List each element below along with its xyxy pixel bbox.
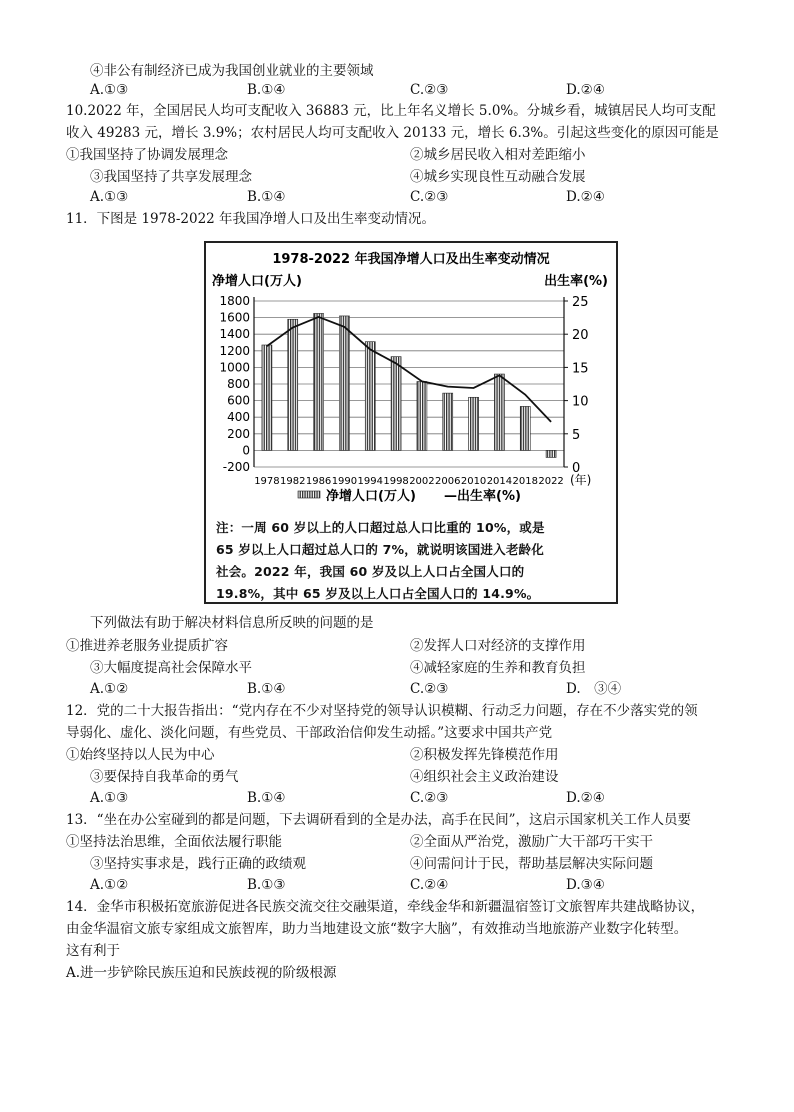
q10-choice-c[interactable]: C.②③ bbox=[410, 189, 449, 205]
bar-net-increase bbox=[391, 357, 401, 451]
q11-question: 下列做法有助于解决材料信息所反映的问题的是 bbox=[90, 615, 374, 631]
chart-note-line-4: 19.8%，其中 65 岁及以上人口占全国人口的 14.9%。 bbox=[216, 586, 540, 601]
q11-choice-b[interactable]: B.①④ bbox=[247, 681, 286, 697]
q9-choice-d[interactable]: D.②④ bbox=[566, 82, 605, 98]
q10-item-3: ③我国坚持了共享发展理念 bbox=[90, 169, 252, 185]
q9-choice-c[interactable]: C.②③ bbox=[410, 82, 449, 98]
x-tick-label: 2014 bbox=[486, 476, 513, 487]
q11-item-4: ④减轻家庭的生养和教育负担 bbox=[410, 660, 586, 676]
y-right-tick-label: 25 bbox=[572, 295, 589, 310]
q14-stem-line2: 由金华温宿文旅专家组成文旅智库，助力当地建设文旅“数字大脑”，有效推动当地旅游产业数字化转型。 bbox=[66, 921, 688, 937]
bar-net-increase bbox=[417, 382, 427, 451]
line-birth-rate bbox=[267, 317, 551, 422]
y-axis-left-label: 净增人口(万人) bbox=[212, 274, 302, 289]
y-right-tick-label: 0 bbox=[572, 461, 581, 476]
q11-item-1: ①推进养老服务业提质扩容 bbox=[66, 638, 228, 654]
y-left-tick-label: 1200 bbox=[219, 343, 250, 358]
x-tick-label: 1986 bbox=[305, 476, 332, 487]
q12-stem-line2: 导弱化、虚化、淡化问题，有些党员、干部政治信仰发生动摇。”这要求中国共产党 bbox=[66, 725, 553, 741]
chart-note-line-2: 65 岁以上人口超过总人口的 7%，就说明该国进入老龄化 bbox=[216, 542, 544, 557]
q12-stem-line1: 12．党的二十大报告指出：“党内存在不少对坚持党的领导认识模糊、行动乏力问题，存在不少落实党的领 bbox=[66, 703, 698, 719]
y-right-tick-label: 5 bbox=[572, 427, 581, 443]
q14-stem-line1: 14．金华市积极拓宽旅游促进各民族交流交往交融渠道，牵线金华和新疆温宿签订文旅智库共建战略协议， bbox=[66, 899, 705, 915]
q9-choice-b[interactable]: B.①④ bbox=[247, 82, 286, 98]
q11-choice-c[interactable]: C.②③ bbox=[410, 681, 449, 697]
y-left-tick-label: 200 bbox=[227, 426, 250, 441]
q11-choice-d[interactable]: D. ③④ bbox=[566, 681, 622, 697]
y-left-tick-label: 600 bbox=[227, 393, 250, 408]
q12-item-4: ④组织社会主义政治建设 bbox=[410, 769, 559, 785]
q10-stem-line1: 10.2022 年，全国居民人均可支配收入 36883 元，比上年名义增长 5.0%。分城乡看，城镇居民人均可支配 bbox=[66, 103, 716, 119]
q12-item-3: ③要保持自我革命的勇气 bbox=[90, 769, 239, 785]
x-tick-label: 1990 bbox=[331, 476, 358, 487]
bar-net-increase bbox=[262, 345, 272, 450]
bar-net-increase bbox=[520, 406, 530, 450]
y-left-tick-label: 800 bbox=[227, 377, 250, 391]
q10-item-4: ④城乡实现良性互动融合发展 bbox=[410, 169, 586, 185]
q12-choice-b[interactable]: B.①④ bbox=[247, 790, 286, 806]
x-tick-label: 2018 bbox=[512, 476, 538, 487]
y-left-tick-label: 1000 bbox=[219, 360, 250, 375]
y-left-tick-label: 1600 bbox=[219, 310, 250, 325]
y-left-tick-label: 1400 bbox=[219, 327, 250, 342]
q11-item-3: ③大幅度提高社会保障水平 bbox=[90, 660, 252, 676]
q11-item-2: ②发挥人口对经济的支撑作用 bbox=[410, 638, 586, 654]
q12-item-1: ①始终坚持以人民为中心 bbox=[66, 747, 215, 763]
x-tick-label: 2006 bbox=[435, 476, 461, 487]
bar-net-increase bbox=[469, 397, 479, 450]
q10-choice-b[interactable]: B.①④ bbox=[247, 189, 286, 205]
q9-item-4: ④非公有制经济已成为我国创业就业的主要领域 bbox=[90, 63, 374, 79]
q10-item-1: ①我国坚持了协调发展理念 bbox=[66, 147, 228, 163]
y-left-tick-label: -200 bbox=[222, 460, 250, 474]
q13-stem: 13．“坐在办公室碰到的都是问题，下去调研看到的全是办法，高手在民间”，这启示国家机关工作人员要 bbox=[66, 812, 691, 828]
q12-item-2: ②积极发挥先锋模范作用 bbox=[410, 747, 559, 763]
y-axis-right-label: 出生率(%) bbox=[544, 274, 608, 289]
q11-stem: 11．下图是 1978-2022 年我国净增人口及出生率变动情况。 bbox=[66, 211, 436, 227]
legend-line-label: —出生率(%) bbox=[444, 489, 521, 504]
q13-choice-b[interactable]: B.①③ bbox=[247, 877, 286, 893]
q13-item-1: ①坚持法治思维，全面依法履行职能 bbox=[66, 834, 282, 850]
x-tick-label: 1998 bbox=[383, 476, 409, 487]
population-chart bbox=[204, 241, 618, 604]
q10-item-2: ②城乡居民收入相对差距缩小 bbox=[410, 147, 586, 163]
q13-item-3: ③坚持实事求是，践行正确的政绩观 bbox=[90, 856, 306, 872]
bar-net-increase bbox=[288, 319, 298, 450]
x-tick-label: 2022 bbox=[538, 476, 564, 487]
chart-title: 1978-2022 年我国净增人口及出生率变动情况 bbox=[272, 252, 550, 267]
q13-choice-a[interactable]: A.①② bbox=[90, 877, 129, 893]
q12-choice-d[interactable]: D.②④ bbox=[566, 790, 605, 806]
q9-choice-a[interactable]: A.①③ bbox=[90, 82, 129, 98]
x-tick-label: 2010 bbox=[460, 476, 487, 487]
q10-choice-a[interactable]: A.①③ bbox=[90, 189, 129, 205]
x-tick-label: 1994 bbox=[357, 476, 383, 487]
q10-choice-d[interactable]: D.②④ bbox=[566, 189, 605, 205]
x-tick-label: 1982 bbox=[280, 476, 306, 487]
y-right-tick-label: 15 bbox=[572, 361, 589, 377]
x-axis-unit: (年) bbox=[570, 473, 592, 487]
bar-net-increase bbox=[339, 316, 349, 450]
q10-stem-line2: 收入 49283 元，增长 3.9%；农村居民人均可支配收入 20133 元，增长 6.3%。引起这些变化的原因可能是 bbox=[66, 125, 719, 141]
x-tick-label: 1978 bbox=[254, 476, 280, 487]
chart-svg bbox=[206, 243, 616, 513]
q12-choice-a[interactable]: A.①③ bbox=[90, 790, 129, 806]
legend-bar-swatch bbox=[298, 491, 320, 498]
y-right-tick-label: 20 bbox=[572, 328, 589, 344]
bar-net-increase bbox=[365, 342, 375, 451]
q14-choice-a[interactable]: A.进一步铲除民族压迫和民族歧视的阶级根源 bbox=[66, 965, 337, 981]
q13-choice-c[interactable]: C.②④ bbox=[410, 877, 449, 893]
q13-item-4: ④问需问计于民，帮助基层解决实际问题 bbox=[410, 856, 653, 872]
bar-net-increase bbox=[546, 450, 556, 457]
q13-choice-d[interactable]: D.③④ bbox=[566, 877, 605, 893]
y-left-tick-label: 0 bbox=[242, 443, 250, 458]
chart-note-line-1: 注：一周 60 岁以上的人口超过总人口比重的 10%，或是 bbox=[216, 520, 545, 535]
y-left-tick-label: 400 bbox=[227, 410, 250, 425]
q14-stem-line3: 这有利于 bbox=[66, 943, 120, 959]
y-right-tick-label: 10 bbox=[572, 394, 589, 410]
q11-choice-a[interactable]: A.①② bbox=[90, 681, 129, 697]
bar-net-increase bbox=[494, 374, 504, 450]
x-tick-label: 2002 bbox=[409, 476, 435, 487]
bar-net-increase bbox=[314, 313, 324, 450]
chart-note-line-3: 社会。2022 年，我国 60 岁及以上人口占全国人口的 bbox=[216, 564, 525, 579]
bar-net-increase bbox=[443, 393, 453, 450]
y-left-tick-label: 1800 bbox=[219, 294, 250, 308]
legend-bar-label: 净增人口(万人) bbox=[326, 489, 416, 504]
q13-item-2: ②全面从严治党，激励广大干部巧干实干 bbox=[410, 834, 653, 850]
q12-choice-c[interactable]: C.②③ bbox=[410, 790, 449, 806]
